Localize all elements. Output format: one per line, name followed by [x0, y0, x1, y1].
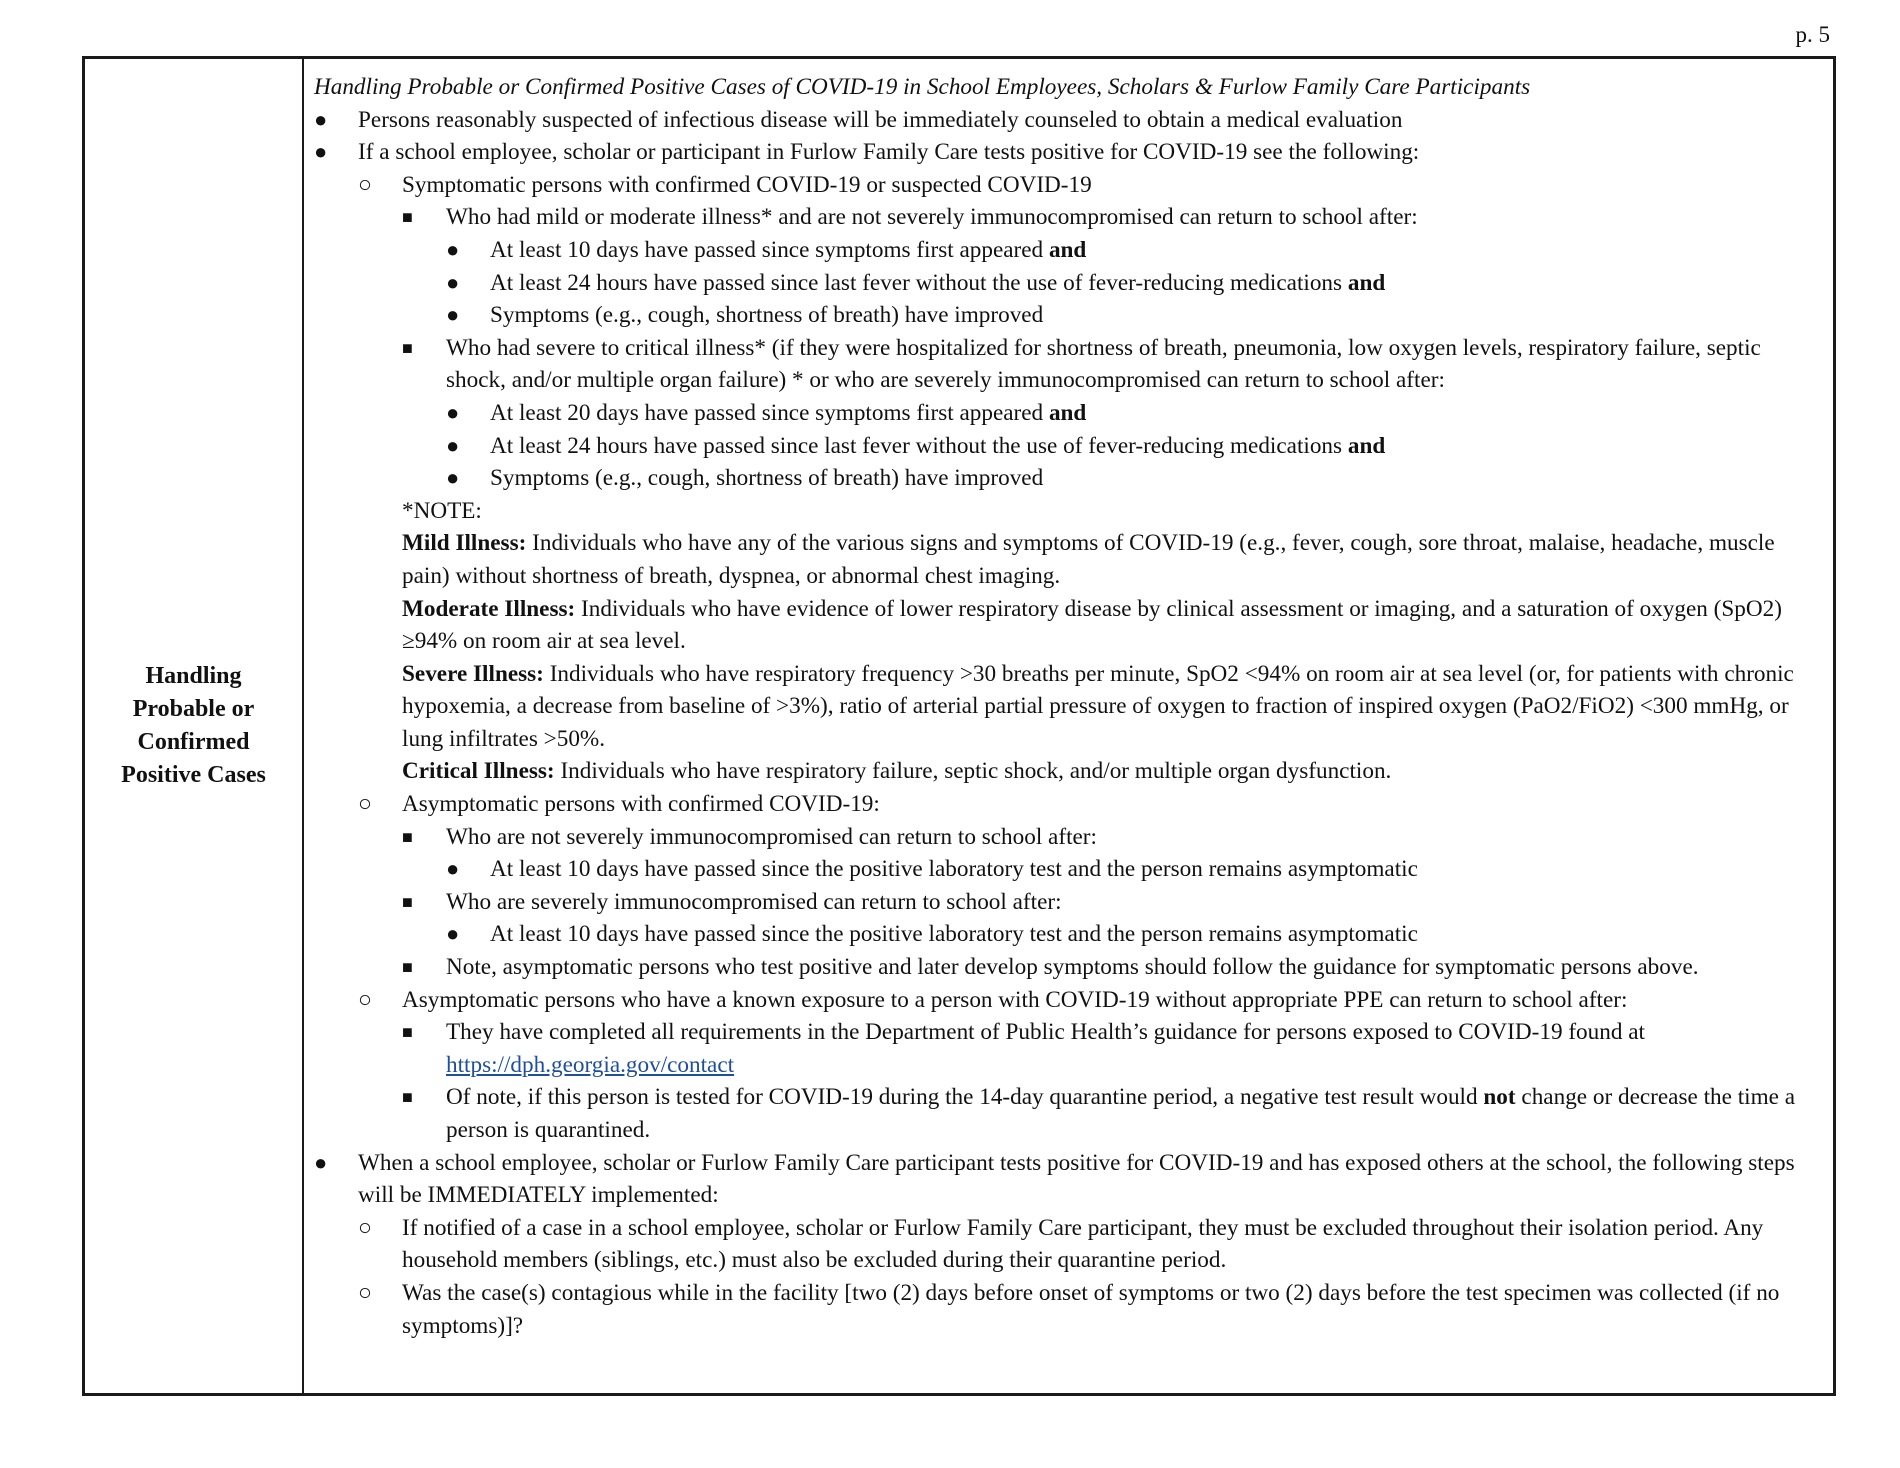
bullet-dot-icon: ● — [446, 921, 460, 947]
content-cell — [304, 59, 1833, 1393]
list-item: ■ Who are severely immunocompromised can return to school after: — [314, 886, 1823, 919]
list-item: ● Persons reasonably suspected of infectious disease will be immediately counseled to obtain a medical evaluation — [314, 104, 1823, 137]
definition-severe: Severe Illness: Individuals who have respiratory frequency >30 breaths per minute, SpO2 <94% on room air at sea level (or, for patients with chronic hypoxemia, a decrease from baseline of >3%), ratio of arterial partial pressure of oxygen to fraction of inspired oxygen (PaO2/FiO2) <300 mmHg, or lung infiltrates >50%. — [402, 660, 1794, 752]
bullet-circle-icon: ○ — [358, 171, 373, 198]
bullet-circle-icon: ○ — [358, 791, 373, 818]
list-item: ● At least 24 hours have passed since last fever without the use of fever-reducing medications and — [314, 267, 1823, 300]
definition-critical: Critical Illness: Individuals who have respiratory failure, septic shock, and/or multiple organ dysfunction. — [402, 758, 1392, 785]
bullet-circle-icon: ○ — [358, 986, 373, 1013]
bullet-square-icon: ■ — [402, 337, 413, 358]
list-item: ● At least 20 days have passed since symptoms first appeared and — [314, 397, 1823, 430]
row-heading-line: Confirmed — [137, 729, 250, 755]
bullet-dot-icon: ● — [446, 269, 460, 295]
bullet-dot-icon: ● — [314, 1149, 328, 1175]
definition-mild: Mild Illness: Individuals who have any of the various signs and symptoms of COVID-19 (e.g., fever, cough, sore throat, malaise, headache, muscle pain) without shortness of breath, dyspnea, or abnormal chest imaging. — [402, 530, 1775, 589]
list-item: ● At least 24 hours have passed since last fever without the use of fever-reducing medications and — [314, 430, 1823, 463]
list-item: ■ They have completed all requirements in the Department of Public Health’s guidance for persons exposed to COVID-19 found at https://dph.georgia.gov/contact — [314, 1016, 1823, 1081]
list-item: ■ Of note, if this person is tested for COVID-19 during the 14-day quarantine period, a negative test result would not change or decrease the time a person is quarantined. — [314, 1081, 1823, 1146]
bullet-square-icon: ■ — [402, 826, 413, 847]
bullet-square-icon: ■ — [402, 891, 413, 912]
bullet-circle-icon: ○ — [358, 1279, 373, 1306]
bullet-dot-icon: ● — [314, 139, 328, 165]
policy-table — [82, 56, 1836, 1396]
bullet-dot-icon: ● — [446, 432, 460, 458]
list-item: ■ Who are not severely immunocompromised can return to school after: — [314, 821, 1823, 854]
bullet-circle-icon: ○ — [358, 1214, 373, 1241]
list-item: ■ Who had severe to critical illness* (if they were hospitalized for shortness of breath, pneumonia, low oxygen levels, respiratory failure, septic shock, and/or multiple organ failure) * or who are severely immunocompromised can return to school after: — [314, 332, 1823, 397]
list-item: ● At least 10 days have passed since the positive laboratory test and the person remains asymptomatic — [314, 853, 1823, 886]
list-item: ● Symptoms (e.g., cough, shortness of breath) have improved — [314, 462, 1823, 495]
list-item: ■ Note, asymptomatic persons who test positive and later develop symptoms should follow the guidance for symptomatic persons above. — [314, 951, 1823, 984]
list-item: ○ Asymptomatic persons who have a known exposure to a person with COVID-19 without appropriate PPE can return to school after: — [314, 984, 1823, 1017]
row-heading-line: Probable or — [132, 696, 255, 722]
bullet-dot-icon: ● — [446, 302, 460, 328]
row-heading — [121, 660, 266, 792]
dph-contact-link[interactable]: https://dph.georgia.gov/contact — [446, 1051, 735, 1078]
list-item: ● At least 10 days have passed since the positive laboratory test and the person remains asymptomatic — [314, 918, 1823, 951]
row-heading-line: Handling — [145, 663, 242, 689]
bullet-square-icon: ■ — [402, 957, 413, 978]
bullet-dot-icon: ● — [314, 106, 328, 132]
list-item: ○ If notified of a case in a school employee, scholar or Furlow Family Care participant, they must be excluded throughout their isolation period. Any household members (siblings, etc.) must also be excluded during their quarantine period. — [314, 1212, 1823, 1277]
list-item: ■ Who had mild or moderate illness* and are not severely immunocompromised can return to school after: — [314, 201, 1823, 234]
list-item: ● At least 10 days have passed since symptoms first appeared and — [314, 234, 1823, 267]
bullet-dot-icon: ● — [446, 465, 460, 491]
list-item: ● If a school employee, scholar or participant in Furlow Family Care tests positive for COVID-19 see the following: — [314, 136, 1823, 169]
list-item: ● Symptoms (e.g., cough, shortness of breath) have improved — [314, 299, 1823, 332]
section-heading: Handling Probable or Confirmed Positive Cases of COVID-19 in School Employees, Scholars & Furlow Family Care Participants — [314, 74, 1531, 100]
bullet-square-icon: ■ — [402, 207, 413, 228]
bullet-square-icon: ■ — [402, 1087, 413, 1108]
definition-moderate: Moderate Illness: Individuals who have evidence of lower respiratory disease by clinical assessment or imaging, and a saturation of oxygen (SpO2) ≥94% on room air at sea level. — [402, 595, 1782, 655]
list-item: ○ Symptomatic persons with confirmed COVID-19 or suspected COVID-19 — [314, 169, 1823, 202]
note-label: *NOTE: — [402, 497, 482, 524]
list-item: ○ Asymptomatic persons with confirmed COVID-19: — [314, 788, 1823, 821]
page-number: p. 5 — [1795, 22, 1830, 47]
list-item: ● When a school employee, scholar or Furlow Family Care participant tests positive for COVID-19 and has exposed others at the school, the following steps will be IMMEDIATELY implemented: — [314, 1147, 1823, 1212]
list-item: ○ Was the case(s) contagious while in the facility [two (2) days before onset of symptoms or two (2) days before the test specimen was collected (if no symptoms)]? — [314, 1277, 1823, 1342]
row-heading-line: Positive Cases — [121, 762, 266, 788]
bullet-dot-icon: ● — [446, 856, 460, 882]
row-heading-cell — [85, 59, 304, 1393]
bullet-dot-icon: ● — [446, 236, 460, 262]
bullet-square-icon: ■ — [402, 1022, 413, 1043]
bullet-dot-icon: ● — [446, 399, 460, 425]
